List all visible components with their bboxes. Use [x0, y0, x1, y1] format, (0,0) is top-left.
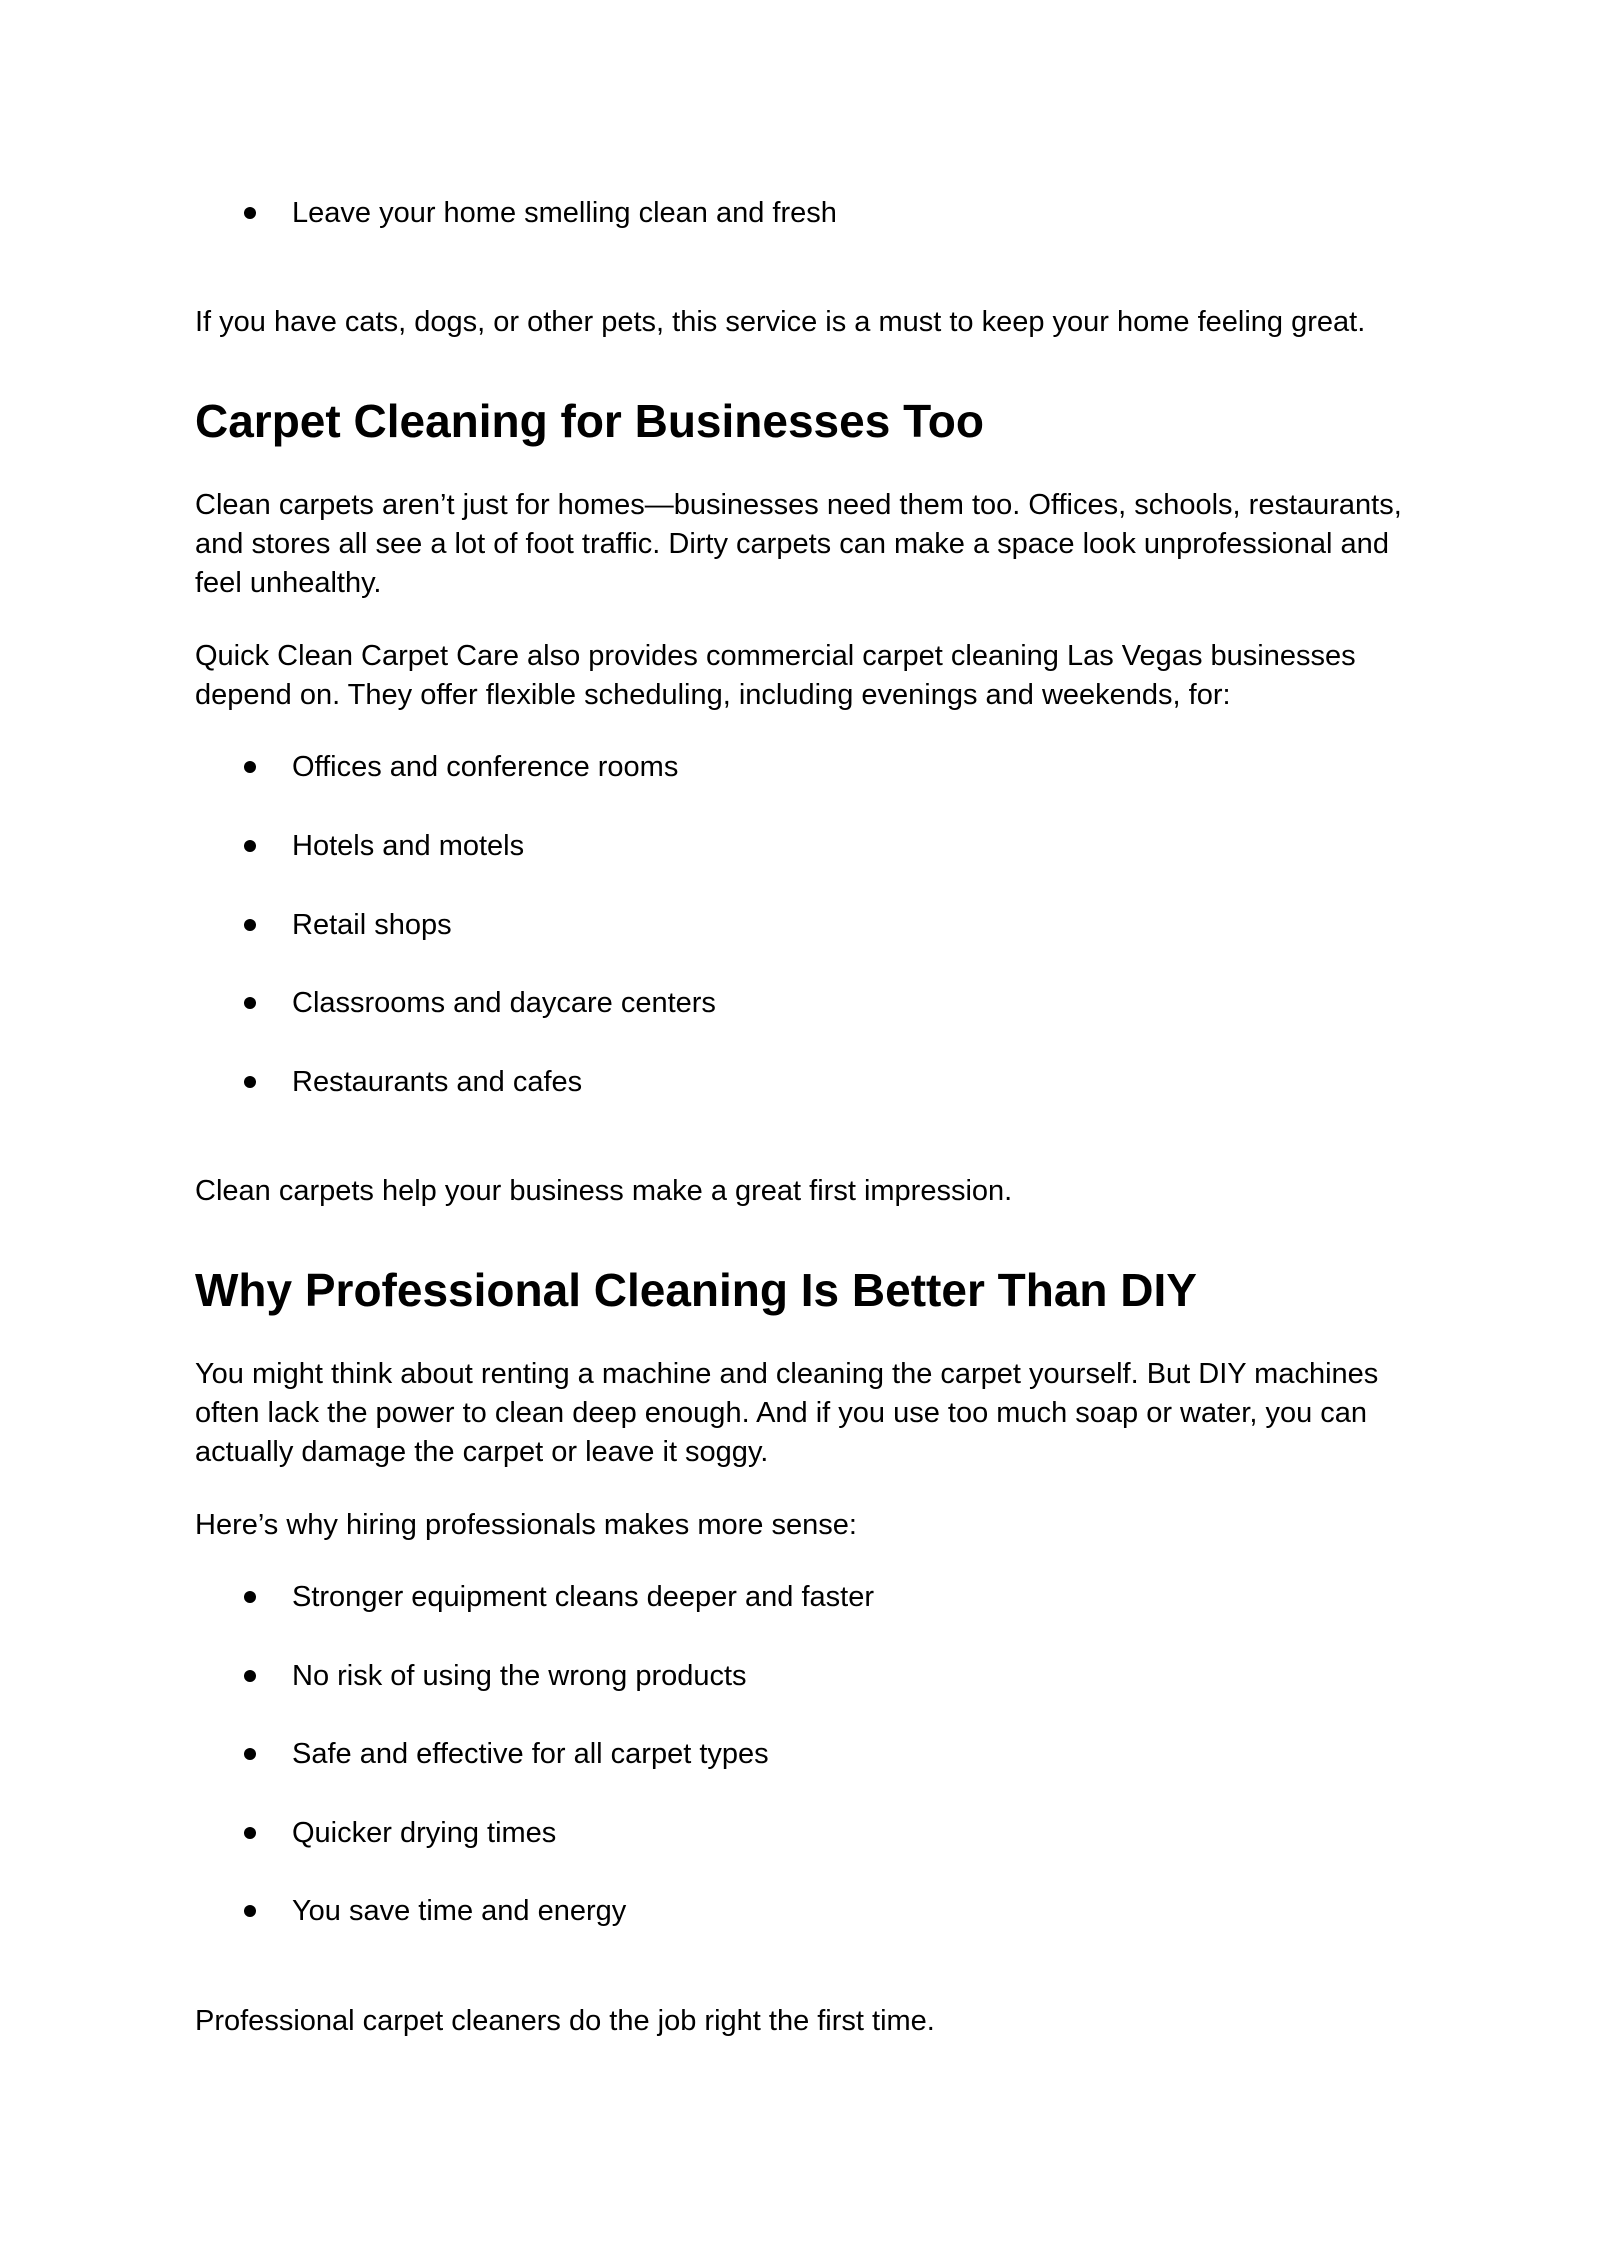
list-item-text: No risk of using the wrong products	[292, 1660, 747, 1692]
list-item-text: Safe and effective for all carpet types	[292, 1738, 769, 1770]
bullet-icon	[244, 919, 256, 931]
list-item-text: Offices and conference rooms	[292, 751, 679, 783]
list-item	[244, 1577, 874, 1617]
list-item-text: Leave your home smelling clean and fresh	[292, 197, 837, 229]
list-item	[244, 1891, 626, 1931]
bullet-icon	[244, 1748, 256, 1760]
business-paragraph-2: Quick Clean Carpet Care also provides commercial carpet cleaning Las Vegas businesses depend on. They offer flexible scheduling, including evenings and weekends, for:	[195, 640, 1356, 711]
list-item	[244, 747, 678, 787]
list-item	[244, 1656, 747, 1696]
bullet-icon	[244, 997, 256, 1009]
list-item-text: Restaurants and cafes	[292, 1066, 583, 1098]
list-item	[244, 905, 452, 945]
list-item-text: Quicker drying times	[292, 1817, 557, 1849]
list-item-text: Retail shops	[292, 909, 452, 941]
bullet-icon	[244, 1670, 256, 1682]
bullet-icon	[244, 761, 256, 773]
list-item	[244, 193, 837, 233]
bullet-icon	[244, 207, 256, 219]
bullet-icon	[244, 1076, 256, 1088]
list-item	[244, 1062, 582, 1102]
list-item-text: Hotels and motels	[292, 830, 525, 862]
pets-paragraph: If you have cats, dogs, or other pets, this service is a must to keep your home feeling great.	[195, 306, 1366, 338]
list-item-text: Stronger equipment cleans deeper and faster	[292, 1581, 874, 1613]
list-item-text: You save time and energy	[292, 1895, 627, 1927]
section-heading-diy: Why Professional Cleaning Is Better Than DIY	[195, 1264, 1197, 1316]
section-heading-business: Carpet Cleaning for Businesses Too	[195, 395, 984, 447]
bullet-icon	[244, 1827, 256, 1839]
diy-paragraph-1: You might think about renting a machine and cleaning the carpet yourself. But DIY machines often lack the power to clean deep enough. And if you use too much soap or water, you can actually damage the carpet or leave it soggy.	[195, 1358, 1379, 1468]
business-closing-paragraph: Clean carpets help your business make a great first impression.	[195, 1175, 1013, 1207]
list-item	[244, 826, 524, 866]
list-item	[244, 983, 716, 1023]
list-item	[244, 1734, 769, 1774]
business-paragraph-1: Clean carpets aren’t just for homes—businesses need them too. Offices, schools, restaurants, and stores all see a lot of foot traffic. Dirty carpets can make a space look unprofessional and feel unhealthy.	[195, 489, 1402, 599]
bullet-icon	[244, 840, 256, 852]
diy-paragraph-2: Here’s why hiring professionals makes more sense:	[195, 1509, 857, 1541]
list-item-text: Classrooms and daycare centers	[292, 987, 716, 1019]
list-item	[244, 1813, 556, 1853]
diy-closing-paragraph: Professional carpet cleaners do the job right the first time.	[195, 2005, 935, 2037]
bullet-icon	[244, 1905, 256, 1917]
bullet-icon	[244, 1591, 256, 1603]
